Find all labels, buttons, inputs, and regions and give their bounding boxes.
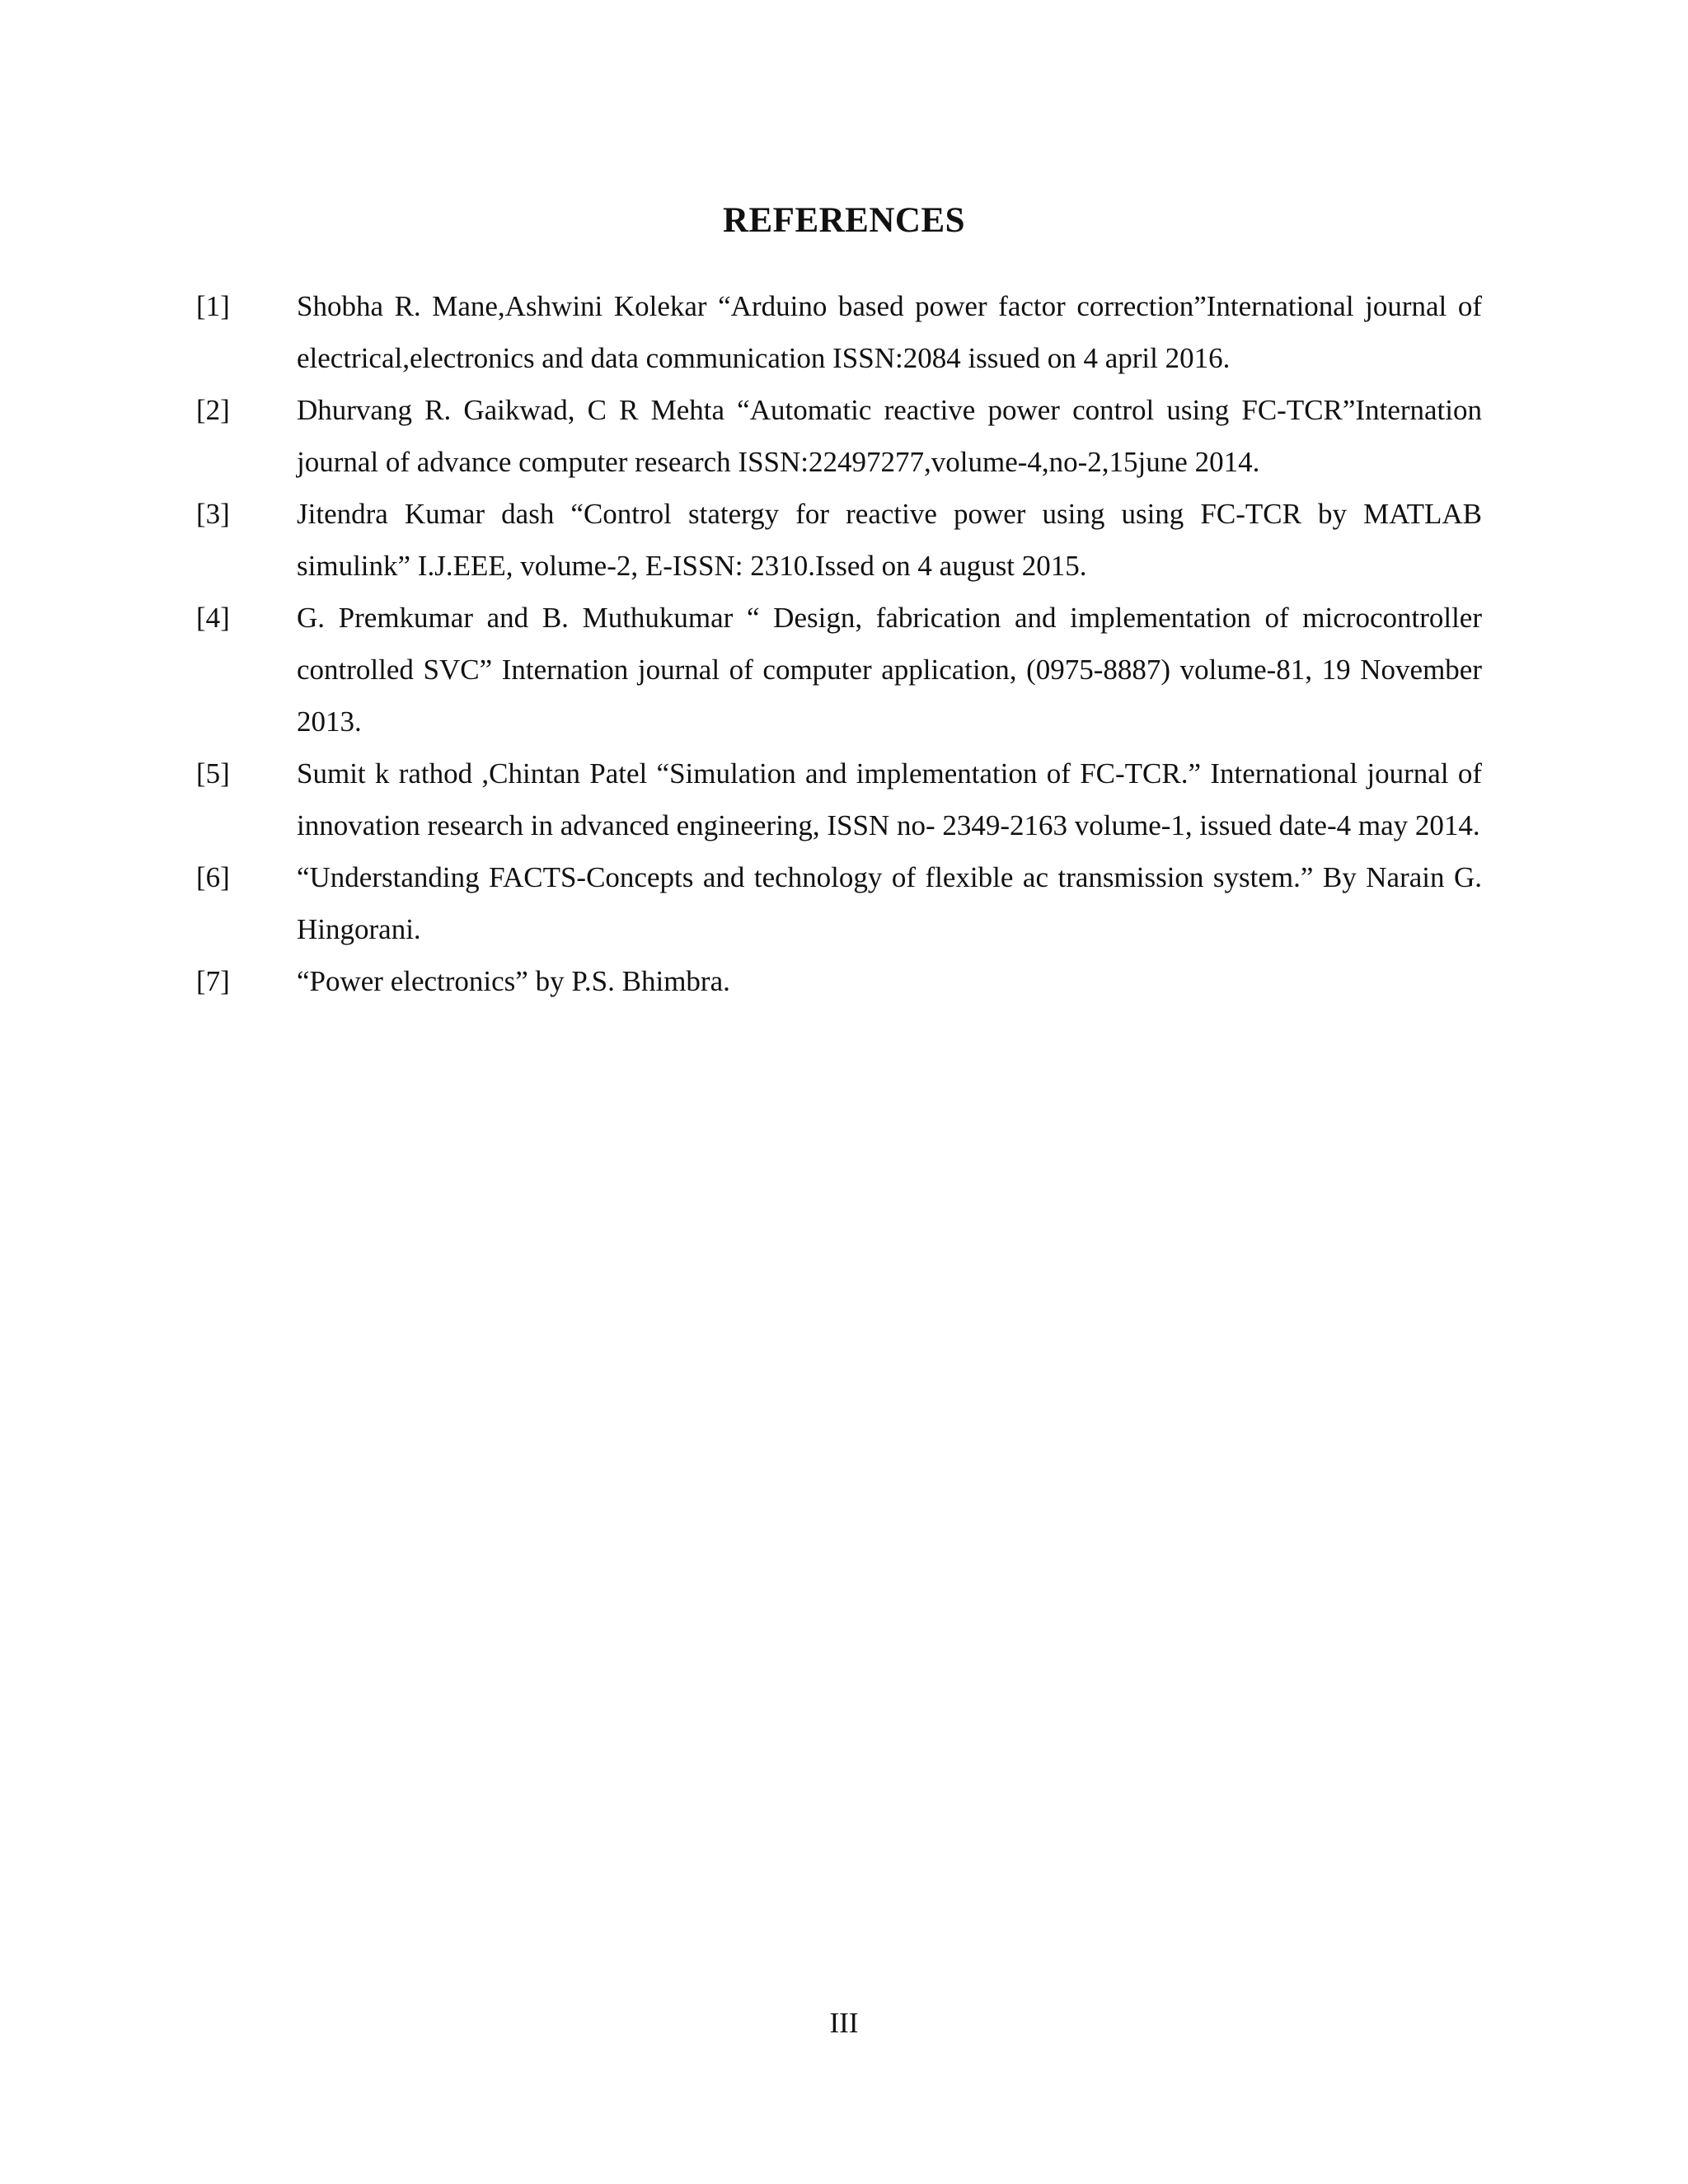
reference-text: Dhurvang R. Gaikwad, C R Mehta “Automatic reactive power control using FC-TCR”Internation journal of advance computer research ISSN:22497277,volume-4,no-2,15june 2014. — [297, 394, 1482, 478]
reference-text: Sumit k rathod ,Chintan Patel “Simulation and implementation of FC-TCR.” International journal of innovation research in advanced engineering, ISSN no- 2349-2163 volume-1, issued date-4 may 2014. — [297, 757, 1482, 841]
reference-list — [196, 280, 1482, 1007]
reference-text: Shobha R. Mane,Ashwini Kolekar “Arduino based power factor correction”International journal of electrical,electronics and data communication ISSN:2084 issued on 4 april 2016. — [297, 290, 1482, 374]
page-heading: REFERENCES — [722, 201, 966, 240]
reference-number: [1] — [196, 290, 230, 322]
reference-number: [3] — [196, 498, 230, 530]
reference-number: [5] — [196, 757, 230, 790]
reference-number: [6] — [196, 861, 230, 893]
reference-text: “Understanding FACTS-Concepts and technology of flexible ac transmission system.” By Narain G. Hingorani. — [297, 861, 1482, 945]
reference-number: [4] — [196, 602, 230, 634]
reference-item — [196, 851, 1482, 955]
reference-item — [196, 280, 1482, 384]
reference-item — [196, 955, 1482, 1007]
reference-number: [2] — [196, 394, 230, 426]
reference-text: Jitendra Kumar dash “Control statergy for reactive power using using FC-TCR by MATLAB simulink” I.J.EEE, volume-2, E-ISSN: 2310.Issed on 4 august 2015. — [297, 498, 1482, 582]
reference-number: [7] — [196, 965, 230, 997]
reference-item — [196, 488, 1482, 592]
reference-text: G. Premkumar and B. Muthukumar “ Design, fabrication and implementation of microcontroller controlled SVC” Internation journal of computer application, (0975-8887) volume-81, 19 November 2013. — [297, 602, 1482, 738]
page-number: III — [829, 2007, 859, 2039]
reference-text: “Power electronics” by P.S. Bhimbra. — [297, 965, 730, 997]
reference-item — [196, 748, 1482, 851]
reference-item — [196, 384, 1482, 488]
reference-item — [196, 592, 1482, 748]
